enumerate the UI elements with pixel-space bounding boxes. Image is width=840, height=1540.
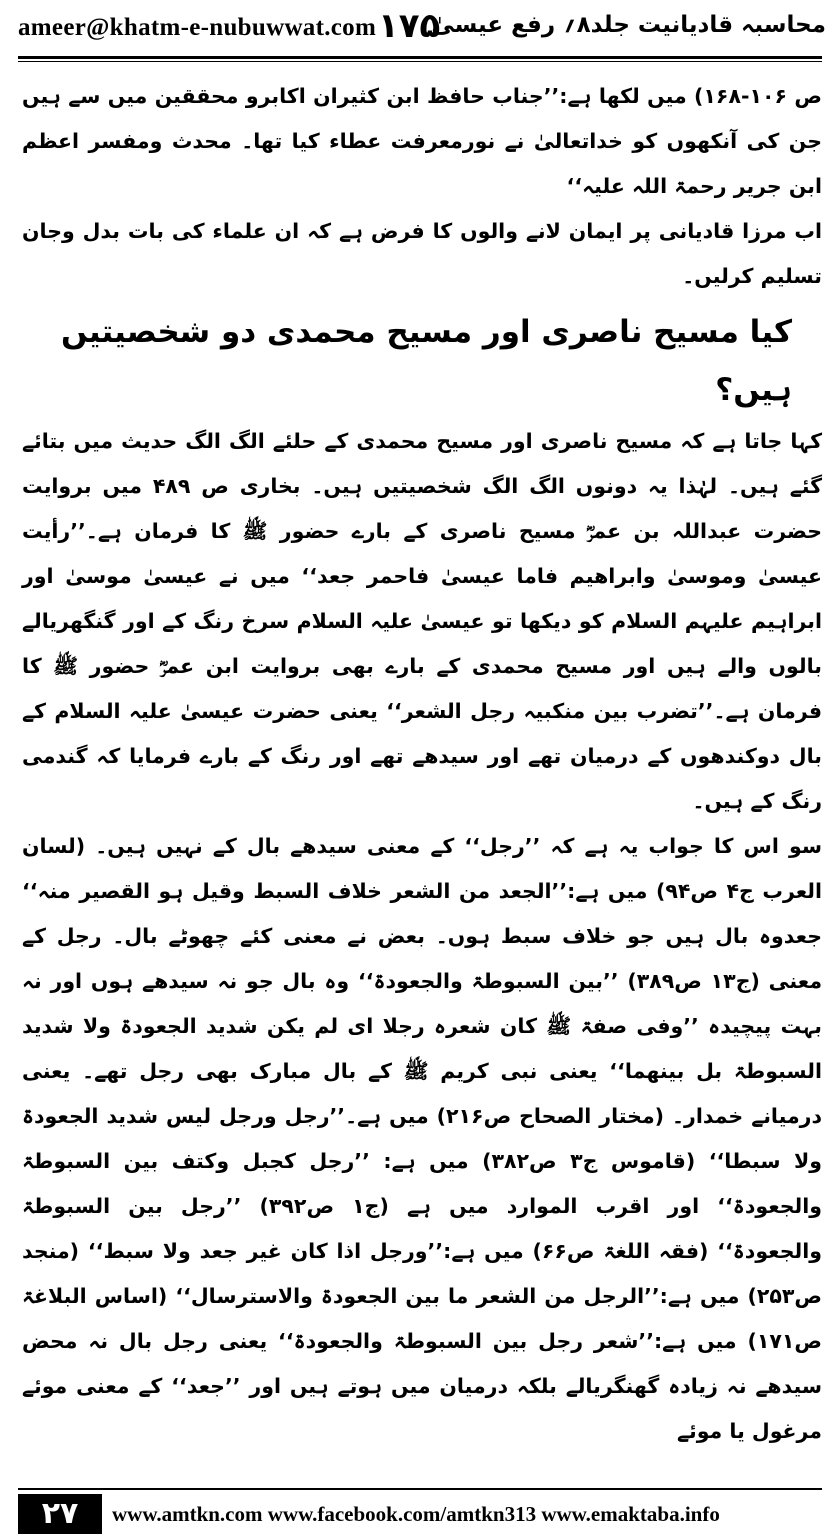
footer-links: www.amtkn.com www.facebook.com/amtkn313 www.emaktaba.info — [112, 1502, 720, 1526]
page-body — [22, 74, 822, 1454]
header-email: ameer@khatm-e-nubuwwat.com — [18, 14, 377, 41]
page-header — [0, 0, 840, 66]
header-rule — [18, 56, 822, 59]
section-heading: کیا مسیح ناصری اور مسیح محمدی دو شخصیتیں ہیں؟ — [60, 314, 792, 408]
body-paragraph: اب مرزا قادیانی پر ایمان لانے والوں کا فرض ہے کہ ان علماء کی بات بدل وجان تسلیم کرلیں۔ — [22, 219, 822, 288]
body-paragraph: ص ۱۰۶-۱۶۸) میں لکھا ہے:’’جناب حافظ ابن کثیران اکابرو محققین میں سے ہیں جن کی آنکھوں کو خداتعالیٰ نے نورمعرفت عطاء کیا تھا۔ محدث ومفسر اعظم ابن جریر رحمۃ اللہ علیہ‘‘ — [22, 84, 823, 198]
page-footer — [0, 1488, 840, 1540]
body-paragraph: سو اس کا جواب یہ ہے کہ ’’رجل‘‘ کے معنی سیدھے بال کے نہیں ہیں۔ (لسان العرب ج۴ ص۹۴) میں ہے:’’الجعد من الشعر خلاف السبط وقیل ہو القصیر منہ‘‘ جعدوہ بال ہیں جو خلاف سبط ہوں۔ بعض نے معنی کئے چھوٹے بال۔ رجل کے معنی (ج۱۳ ص۳۸۹) ’’بین السبوطۃ والجعودۃ‘‘ وہ بال جو نہ سیدھے ہوں اور نہ بہت پیچیدہ ’’وفی صفۃ ﷺ کان شعرہ رجلا ای لم یکن شدید الجعودۃ ولا شدید السبوطۃ بل بینھما‘‘ یعنی نبی کریم ﷺ کے بال مبارک بھی رجل تھے۔ یعنی درمیانے خمدار۔ (مختار الصحاح ص۲۱۶) میں ہے۔’’رجل ورجل لیس شدید الجعودۃ ولا سبطا‘‘ (قاموس ج۳ ص۳۸۲) میں ہے: ’’رجل کجبل وکتف بین السبوطۃ والجعودۃ‘‘ اور اقرب الموارد میں ہے (ج۱ ص۳۹۲) ’’رجل بین السبوطۃ والجعودۃ‘‘ (فقہ اللغۃ ص۶۶) میں ہے:’’ورجل اذا کان غیر جعد ولا سبط‘‘ (منجد ص۲۵۳) میں ہے:’’الرجل من الشعر ما بین الجعودۃ والاسترسال‘‘ (اساس البلاغۃ ص۱۷۱) میں ہے:’’شعر رجل بین السبوطۃ والجعودۃ‘‘ یعنی رجل بال نہ محض سیدھے نہ زیادہ گھنگریالے بلکہ درمیان میں ہوتے ہیں اور ’’جعد‘‘ کے معنی موئے مرغول یا موئے — [22, 834, 823, 1443]
header-page-number: ۱۷۵ — [378, 6, 441, 46]
footer-rule — [18, 1488, 822, 1490]
header-rule-thin — [18, 61, 822, 62]
body-paragraph: کہا جاتا ہے کہ مسیح ناصری اور مسیح محمدی کے حلئے الگ الگ حدیث میں بتائے گئے ہیں۔ لہٰذا یہ دونوں الگ الگ شخصیتیں ہیں۔ بخاری ص ۴۸۹ میں بروایت حضرت عبداللہ بن عمرؓ مسیح ناصری کے بارے حضور ﷺ کا فرمان ہے۔’’رأیت عیسیٰ وموسیٰ وابراھیم فاما عیسیٰ فاحمر جعد‘‘ میں نے عیسیٰ موسیٰ اور ابراہیم علیہم السلام کو دیکھا تو عیسیٰ علیہ السلام سرخ رنگ کے اور گنگھریالے بالوں والے ہیں اور مسیح محمدی کے بارے بھی بروایت ابن عمرؓ حضور ﷺ کا فرمان ہے۔’’تضرب بین منکبیہ رجل الشعر‘‘ یعنی حضرت عیسیٰ علیہ السلام کے بال دوکندھوں کے درمیان تھے اور سیدھے تھے اور رنگ کے بارے فرمایا کہ گندمی رنگ کے ہیں۔ — [22, 429, 822, 813]
header-book-title: محاسبہ قادیانیت جلد۸؍ رفع عیسیٰ — [431, 12, 826, 38]
footer-page-number: ۲۷ — [18, 1494, 102, 1534]
